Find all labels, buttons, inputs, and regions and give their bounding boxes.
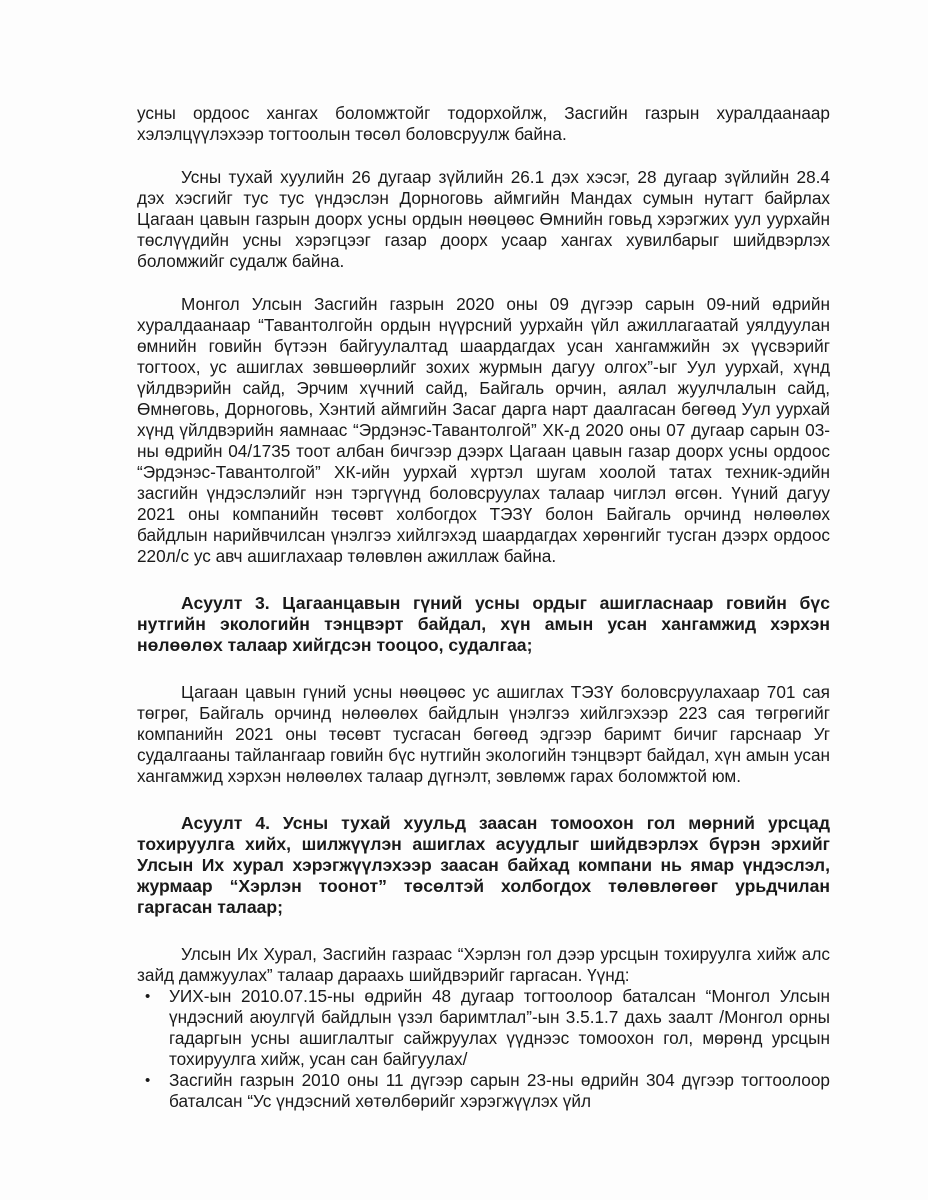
list-item [137,1070,830,1112]
list-item-text: УИХ-ын 2010.07.15-ны өдрийн 48 дугаар тогтоолоор баталсан “Монгол Улсын үндэсний аюулгүй байдлын үзэл баримтлал”-ын 3.5.1.7 дахь заалт /Монгол орны гадаргын усны ашиглалтыг сайжруулах үүднээс томоохон гол, мөрөнд урсцын тохируулга хийж, усан сан байгуулах/ [169,986,830,1069]
paragraph-question-4-answer: Улсын Их Хурал, Засгийн газраас “Хэрлэн гол дээр урсцын тохируулга хийж алс зайд дамжуулах” талаар дараахь шийдвэрийг гаргасан. Үүнд: [137,944,830,985]
document-body [137,103,830,1112]
paragraph-question-3-answer: Цагаан цавын гүний усны нөөцөөс ус ашиглах ТЭЗҮ боловсруулахаар 701 сая төгрөг, Байгаль орчинд нөлөөлөх байдлын үнэлгээ хийлгэхээр 223 сая төгрөгийг компанийн 2021 оны төсөвт тусгасан бөгөөд эдгээр баримт бичиг гарснаар Уг судалгааны тайлангаар говийн бүс нутгийн экологийн тэнцвэрт байдал, хүн амын усан хангамжид хэрхэн нөлөөлөх талаар дүгнэлт, зөвлөмж гарах боломжтой юм. [137,682,830,786]
decisions-list [137,986,830,1112]
paragraph-continuation: усны ордоос хангах боломжтойг тодорхойлж, Засгийн газрын хуралдаанаар хэлэлцүүлэхээр тогтоолын төсөл боловсруулж байна. [137,103,830,144]
question-3-heading: Асуулт 3. Цагаанцавын гүний усны ордыг ашигласнаар говийн бүс нутгийн экологийн тэнцвэрт байдал, хүн амын усан хангамжид хэрхэн нөлөөлөх талаар хийгдсэн тооцоо, судалгаа; [137,593,830,655]
bullet-icon: • [145,1072,151,1089]
list-item-text: Засгийн газрын 2010 оны 11 дүгээр сарын 23-ны өдрийн 304 дүгээр тогтоолоор баталсан “Ус үндэсний хөтөлбөрийг хэрэгжүүлэх үйл [169,1070,830,1111]
paragraph-government-resolution: Монгол Улсын Засгийн газрын 2020 оны 09 дүгээр сарын 09-ний өдрийн хуралдаанаар “Тавантолгойн ордын нүүрсний уурхайн үйл ажиллагаатай уялдуулан өмнийн говийн бүтээн байгуулалтад шаардагдах усан хангамжийн эх үүсвэрийг тогтоох, ус ашиглах зөвшөөрлийг зохих журмын дагуу олгох”-ыг Уул уурхай, хүнд үйлдвэрийн сайд, Эрчим хүчний сайд, Байгаль орчин, аялал жуулчлалын сайд, Өмнөговь, Дорноговь, Хэнтий аймгийн Засаг дарга нарт даалгасан бөгөөд Уул уурхай хүнд үйлдвэрийн яамнаас “Эрдэнэс-Тавантолгой” ХК-д 2020 оны 07 дугаар сарын 03-ны өдрийн 04/1735 тоот албан бичгээр дээрх Цагаан цавын газар доорх усны ордоос “Эрдэнэс-Тавантолгой” ХК-ийн уурхай хүртэл шугам хоолой татах техник-эдийн засгийн үндэслэлийг нэн тэргүүнд боловсруулах талаар чиглэл өгсөн. Үүний дагуу 2021 оны компанийн төсөвт холбогдох ТЭЗҮ болон Байгаль орчинд нөлөөлөх байдлын нарийвчилсан үнэлгээ хийлгэхэд шаардагдах хөрөнгийг тусган дээрх ордоос 220л/с ус авч ашиглахаар төлөвлөн ажиллаж байна. [137,294,830,566]
bullet-icon: • [145,988,151,1005]
paragraph-water-law: Усны тухай хуулийн 26 дугаар зүйлийн 26.1 дэх хэсэг, 28 дугаар зүйлийн 28.4 дэх хэсгийг тус тус үндэслэн Дорноговь аймгийн Мандах сумын нутагт байрлах Цагаан цавын газрын доорх усны ордын нөөцөөс Өмнийн говьд хэрэгжих уул уурхайн төслүүдийн усны хэрэгцээг газар доорх усаар хангах хувилбарыг шийдвэрлэх боломжийг судалж байна. [137,167,830,271]
list-item [137,986,830,1070]
question-4-heading: Асуулт 4. Усны тухай хуульд заасан томоохон гол мөрний урсцад тохируулга хийх, шилжүүлэн ашиглах асуудлыг шийдвэрлэх бүрэн эрхийг Улсын Их хурал хэрэгжүүлэхээр заасан байхад компани нь ямар үндэслэл, журмаар “Хэрлэн тоонот” төсөлтэй холбогдох төлөвлөгөөг урьдчилан гаргасан талаар; [137,813,830,917]
